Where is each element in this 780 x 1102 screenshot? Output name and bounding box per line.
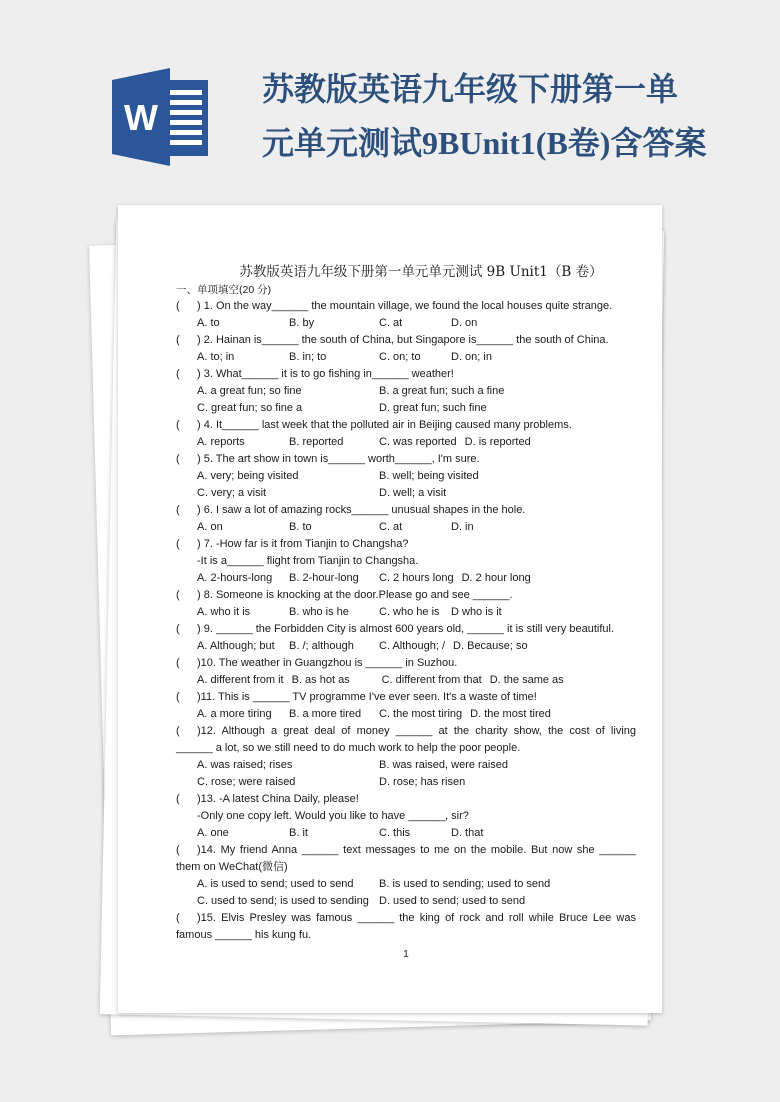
options-row <box>176 757 636 774</box>
option: A. is used to send; used to send <box>197 878 354 890</box>
option: B. /; although <box>289 640 354 652</box>
question-stem <box>176 366 636 383</box>
question-stem <box>176 655 636 672</box>
answer-bracket[interactable]: ( <box>176 504 180 516</box>
question-stem <box>176 910 636 927</box>
option: B. a more tired <box>289 708 362 720</box>
question-item <box>176 451 636 502</box>
answer-bracket[interactable]: ( <box>176 844 180 856</box>
question-item <box>176 910 636 944</box>
option: D. rose; has risen <box>379 776 466 788</box>
option: A. Although; but <box>197 640 275 652</box>
option: D. the most tired <box>470 708 551 720</box>
option: A. a great fun; so fine <box>197 385 302 397</box>
answer-bracket[interactable]: ( <box>176 419 180 431</box>
option: B. who is he <box>289 606 349 618</box>
options-row <box>176 876 636 893</box>
option: D who is it <box>451 606 502 618</box>
answer-bracket[interactable]: ( <box>176 725 180 737</box>
option: C. was reported <box>379 436 457 448</box>
page-number: 1 <box>403 949 409 960</box>
option: D. on; in <box>451 351 492 363</box>
option: D. in <box>451 521 474 533</box>
banner-title: 苏教版英语九年级下册第一单 元单元测试9BUnit1(B卷)含答案 <box>262 71 707 161</box>
option: C. great fun; so fine a <box>197 402 303 414</box>
question-item <box>176 655 636 689</box>
options-row <box>176 519 636 536</box>
option: A. reports <box>197 436 245 448</box>
question-stem <box>176 298 636 315</box>
question-item <box>176 366 636 417</box>
options-row <box>176 706 636 723</box>
question-stem <box>176 723 636 740</box>
question-item <box>176 298 636 332</box>
question-stem <box>176 689 636 706</box>
question-text: )11. This is ______ TV programme I've ever seen. It's a waste of time! <box>197 691 537 703</box>
question-item <box>176 842 636 910</box>
option: B. 2-hour-long <box>289 572 359 584</box>
options-row <box>176 638 636 655</box>
option: B. is used to sending; used to send <box>379 878 551 890</box>
option: D. 2 hour long <box>461 572 531 584</box>
option: A. to; in <box>197 351 235 363</box>
answer-bracket[interactable]: ( <box>176 793 180 805</box>
options-row <box>176 468 636 485</box>
options-row <box>176 349 636 366</box>
options-row <box>176 672 636 689</box>
option: C. at <box>379 317 403 329</box>
option: D. well; a visit <box>379 487 447 499</box>
option: C. rose; were raised <box>197 776 296 788</box>
option: D. is reported <box>464 436 531 448</box>
question-text: ) 8. Someone is knocking at the door.Please go and see ______. <box>197 589 513 601</box>
option: B. to <box>289 521 312 533</box>
option: D. great fun; such fine <box>379 402 487 414</box>
question-text: ) 3. What______ it is to go fishing in______ weather! <box>197 368 454 380</box>
question-item <box>176 536 636 587</box>
question-stem <box>176 332 636 349</box>
options-row <box>176 315 636 332</box>
option: A. was raised; rises <box>197 759 293 771</box>
answer-bracket[interactable]: ( <box>176 334 180 346</box>
answer-bracket[interactable]: ( <box>176 623 180 635</box>
option: A. to <box>197 317 220 329</box>
options-row <box>176 485 636 502</box>
question-text-continued: ______ a lot, so we still need to do much work to help the poor people. <box>176 742 521 754</box>
question-text-continued: famous ______ his kung fu. <box>176 929 312 941</box>
document-page <box>118 205 662 1013</box>
section-heading: 一、单项填空(20 分) <box>176 284 272 296</box>
answer-bracket[interactable]: ( <box>176 538 180 550</box>
answer-bracket[interactable]: ( <box>176 300 180 312</box>
question-text: ) 9. ______ the Forbidden City is almost 600 years old, ______ it is still very beautiful. <box>197 623 615 635</box>
option: A. on <box>197 521 223 533</box>
answer-bracket[interactable]: ( <box>176 657 180 669</box>
question-item <box>176 332 636 366</box>
option: A. who it is <box>197 606 251 618</box>
question-item <box>176 502 636 536</box>
option: D. on <box>451 317 478 329</box>
option: B. reported <box>289 436 344 448</box>
word-logo-icon <box>112 68 208 166</box>
question-text: ) 4. It______ last week that the polluted air in Beijing caused many problems. <box>197 419 572 431</box>
answer-bracket[interactable]: ( <box>176 589 180 601</box>
option: C. different from that <box>381 674 482 686</box>
option: B. well; being visited <box>379 470 479 482</box>
option: C. this <box>379 827 411 839</box>
options-row <box>176 383 636 400</box>
answer-bracket[interactable]: ( <box>176 912 180 924</box>
option: D. Because; so <box>453 640 528 652</box>
question-subline: -Only one copy left. Would you like to have ______, sir? <box>197 810 469 822</box>
question-text: ) 6. I saw a lot of amazing rocks______ unusual shapes in the hole. <box>197 504 526 516</box>
question-text: ) 2. Hainan is______ the south of China, but Singapore is______ the south of China. <box>197 334 609 346</box>
question-stem <box>176 842 636 859</box>
document-title: 苏教版英语九年级下册第一单元单元测试 9B Unit1（B 卷） <box>239 264 603 280</box>
question-text: )13. -A latest China Daily, please! <box>197 793 359 805</box>
question-text: ) 5. The art show in town is______ worth______, I'm sure. <box>197 453 480 465</box>
question-text: )14. My friend Anna ______ text messages to me on the mobile. But now she ______ <box>197 844 636 856</box>
answer-bracket[interactable]: ( <box>176 453 180 465</box>
options-row <box>176 434 636 451</box>
option: D. used to send; used to send <box>379 895 526 907</box>
question-stem <box>176 417 636 434</box>
question-text-continued: them on WeChat(微信) <box>176 861 288 873</box>
question-item <box>176 723 636 791</box>
option: A. one <box>197 827 229 839</box>
question-stem <box>176 536 636 553</box>
question-text: )12. Although a great deal of money ______ at the charity show, the cost of living <box>197 725 636 737</box>
option: A. very; being visited <box>197 470 299 482</box>
option: D. the same as <box>489 674 564 686</box>
question-item <box>176 417 636 451</box>
option: D. that <box>451 827 484 839</box>
option: B. in; to <box>289 351 327 363</box>
option: A. different from it <box>197 674 284 686</box>
option: A. 2-hours-long <box>197 572 273 584</box>
option: B. as hot as <box>291 674 350 686</box>
option: B. it <box>289 827 308 839</box>
option: C. on; to <box>379 351 421 363</box>
options-row <box>176 893 636 910</box>
option: B. by <box>289 317 315 329</box>
options-row <box>176 604 636 621</box>
option: B. a great fun; such a fine <box>379 385 505 397</box>
answer-bracket[interactable]: ( <box>176 691 180 703</box>
question-stem <box>176 587 636 604</box>
question-subline: -It is a______ flight from Tianjin to Changsha. <box>197 555 419 567</box>
question-item <box>176 587 636 621</box>
option: C. 2 hours long <box>379 572 454 584</box>
question-text: ) 1. On the way______ the mountain village, we found the local houses quite strange. <box>197 300 613 312</box>
answer-bracket[interactable]: ( <box>176 368 180 380</box>
question-stem <box>176 621 636 638</box>
option: C. who he is <box>379 606 440 618</box>
options-row <box>176 825 636 842</box>
question-item <box>176 791 636 842</box>
options-row <box>176 570 636 587</box>
question-item <box>176 621 636 655</box>
option: A. a more tiring <box>197 708 272 720</box>
options-row <box>176 400 636 417</box>
question-item <box>176 689 636 723</box>
question-text: ) 7. -How far is it from Tianjin to Changsha? <box>197 538 409 550</box>
question-text: )15. Elvis Presley was famous ______ the king of rock and roll while Bruce Lee was <box>197 912 636 924</box>
question-stem <box>176 791 636 808</box>
question-stem <box>176 451 636 468</box>
option: C. very; a visit <box>197 487 267 499</box>
option: C. the most tiring <box>379 708 463 720</box>
question-stem <box>176 502 636 519</box>
question-text: )10. The weather in Guangzhou is ______ in Suzhou. <box>197 657 458 669</box>
options-row <box>176 774 636 791</box>
option: C. at <box>379 521 403 533</box>
option: C. Although; / <box>379 640 446 652</box>
option: C. used to send; is used to sending <box>197 895 369 907</box>
option: B. was raised, were raised <box>379 759 508 771</box>
svg-text:W: W <box>124 97 158 138</box>
